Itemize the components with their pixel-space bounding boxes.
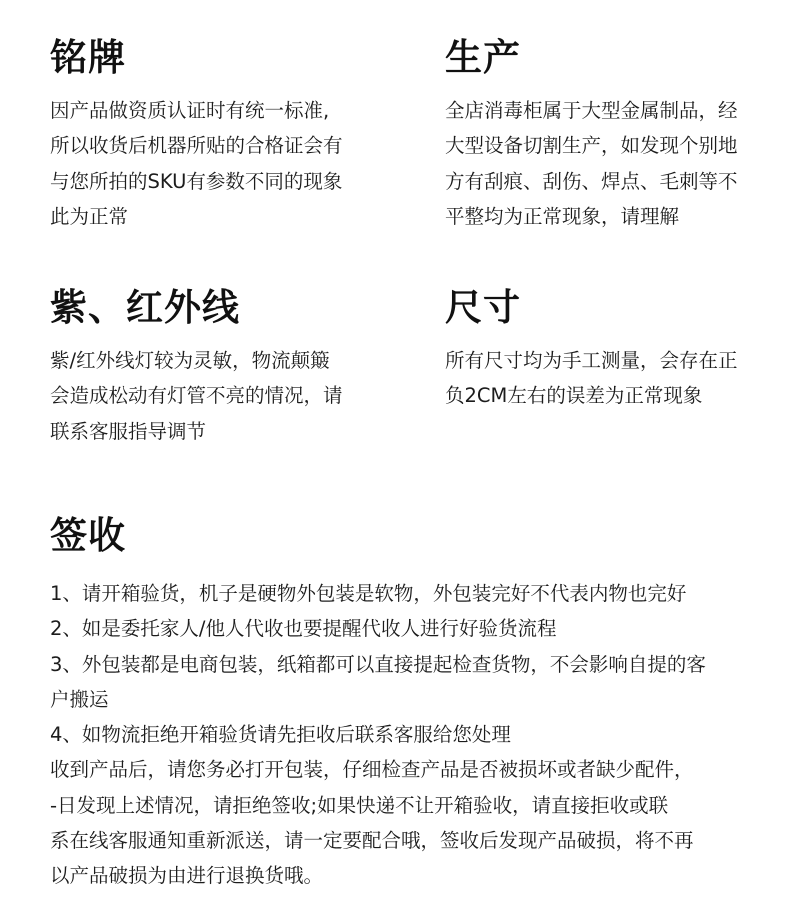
receipt-line-4: 户搬运 xyxy=(50,687,109,711)
receipt-line-8: 系在线客服通知重新派送，请一定要配合哦，签收后发现产品破损，将不再 xyxy=(50,829,694,853)
receipt-line-1: 1、请开箱验货，机子是硬物外包装是软物，外包装完好不代表内物也完好 xyxy=(50,582,687,605)
receipt-line-2: 2、如是委托家人/他人代收也要提醒代收人进行好验货流程 xyxy=(50,617,557,641)
uv-line-1: 紫/红外线灯较为灵敏，物流颠簸 xyxy=(50,349,330,372)
receipt-text xyxy=(50,576,770,894)
size-heading: 尺寸 xyxy=(445,286,521,329)
nameplate-text xyxy=(50,93,390,234)
section-uv-infrared xyxy=(50,286,390,449)
nameplate-heading: 铭牌 xyxy=(50,36,126,79)
section-receipt xyxy=(50,514,770,894)
section-production xyxy=(445,36,780,234)
uv-line-2: 会造成松动有灯管不亮的情况，请 xyxy=(50,384,343,408)
production-text xyxy=(445,93,780,234)
section-size xyxy=(445,286,780,414)
production-line-4: 平整均为正常现象，请理解 xyxy=(445,204,680,228)
production-line-1: 全店消毒柜属于大型金属制品，经 xyxy=(445,99,738,122)
receipt-line-6: 收到产品后，请您务必打开包装，仔细检查产品是否被损坏或者缺少配件， xyxy=(50,758,694,782)
uv-text xyxy=(50,343,390,449)
receipt-line-3: 3、外包装都是电商包装，纸箱都可以直接提起检查货物，不会影响自提的客 xyxy=(50,652,706,676)
nameplate-line-2: 所以收货后机器所贴的合格证会有 xyxy=(50,134,343,158)
size-line-2: 负2CM左右的误差为正常现象 xyxy=(445,384,703,408)
uv-heading: 紫、红外线 xyxy=(50,286,240,329)
nameplate-line-3: 与您所拍的SKU有参数不同的现象 xyxy=(50,169,343,193)
production-line-3: 方有刮痕、刮伤、焊点、毛刺等不 xyxy=(445,169,738,193)
nameplate-line-1: 因产品做资质认证时有统一标准, xyxy=(50,99,330,122)
production-heading: 生产 xyxy=(445,36,521,79)
receipt-heading: 签收 xyxy=(50,514,126,557)
uv-line-3: 联系客服指导调节 xyxy=(50,419,207,443)
size-text xyxy=(445,343,780,414)
production-line-2: 大型设备切割生产，如发现个别地 xyxy=(445,134,738,158)
receipt-line-7: -日发现上述情况，请拒绝签收;如果快递不让开箱验收，请直接拒收或联 xyxy=(50,793,669,817)
nameplate-line-4: 此为正常 xyxy=(50,204,129,228)
receipt-line-9: 以产品破损为由进行退换货哦。 xyxy=(50,864,324,888)
receipt-line-5: 4、如物流拒绝开箱验货请先拒收后联系客服给您处理 xyxy=(50,723,511,747)
size-line-1: 所有尺寸均为手工测量，会存在正 xyxy=(445,349,738,372)
section-nameplate xyxy=(50,36,390,234)
